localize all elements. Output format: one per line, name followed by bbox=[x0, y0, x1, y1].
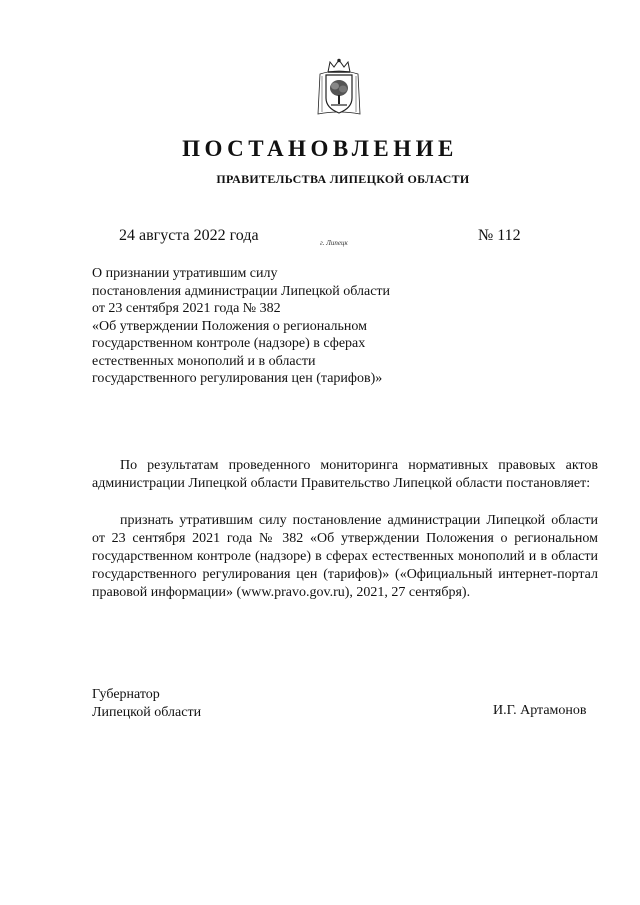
signer-title bbox=[92, 686, 201, 721]
document-place: г. Липецк bbox=[320, 239, 348, 247]
document-date: 24 августа 2022 года bbox=[119, 227, 259, 244]
coat-of-arms-icon bbox=[316, 58, 362, 118]
body-paragraph: По результатам проведенного мониторинга нормативных правовых актов администрации Липецкой области Правительство Липецкой области постановляет: bbox=[92, 458, 598, 491]
subject-line: государственного регулирования цен (тарифов)» bbox=[92, 371, 383, 386]
document-title: ПОСТАНОВЛЕНИЕ bbox=[182, 136, 458, 161]
document-subtitle: ПРАВИТЕЛЬСТВА ЛИПЕЦКОЙ ОБЛАСТИ bbox=[216, 172, 470, 186]
subject-line: «Об утверждении Положения о региональном bbox=[92, 318, 368, 334]
subject-line: О признании утратившим силу bbox=[92, 266, 278, 281]
subject-line: естественных монополий и в области bbox=[92, 353, 316, 369]
signer-title-line: Губернатор bbox=[92, 687, 160, 702]
subject-line: государственном контроле (надзоре) в сферах bbox=[92, 336, 366, 351]
signer-title-line: Липецкой области bbox=[92, 704, 202, 720]
subject-line: от 23 сентября 2021 года № 382 bbox=[92, 301, 281, 316]
body-paragraph: признать утратившим силу постановление администрации Липецкой области от 23 сентября 2021 года № 382 «Об утверждении Положения о региональном государственном контроле (надзоре) в сферах естественных монополий и в области государственного регулирования цен (тарифов)» («Официальный интернет-портал правовой информации» (www.pravo.gov.ru), 2021, 27 сентября). bbox=[92, 513, 598, 600]
document-subject bbox=[92, 265, 432, 388]
document-number: № 112 bbox=[478, 227, 521, 244]
subject-line: постановления администрации Липецкой области bbox=[92, 283, 391, 299]
signer-name: И.Г. Артамонов bbox=[493, 703, 587, 718]
